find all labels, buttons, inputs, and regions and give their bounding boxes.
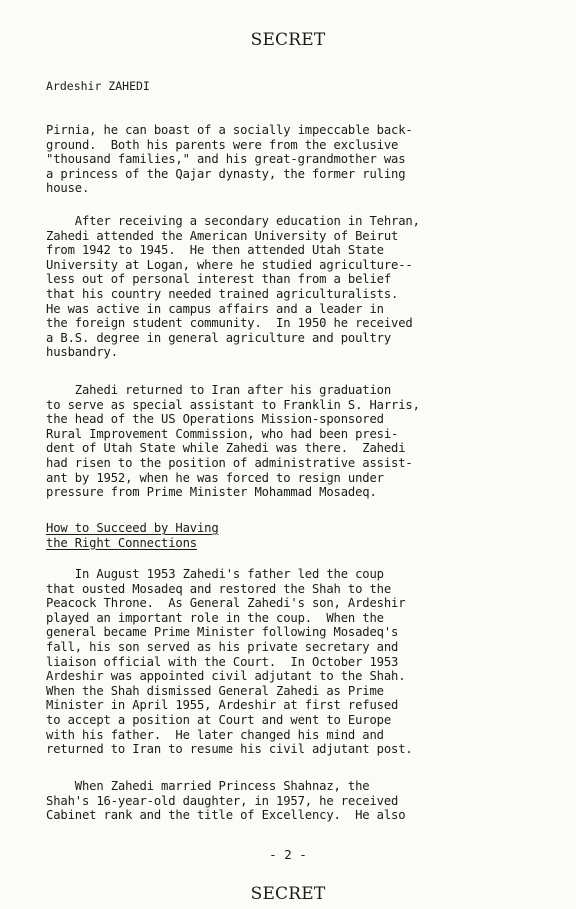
text-line: husbandry. [46, 345, 118, 360]
text-line: "thousand families," and his great-grandmother was [46, 152, 406, 167]
text-line: ant by 1952, when he was forced to resign under [46, 470, 384, 485]
text-line: Pirnia, he can boast of a socially impeccable back- [46, 123, 413, 137]
text-line: liaison official with the Court. In October 1953 [46, 654, 399, 669]
text-line: had risen to the position of administrative assist- [46, 455, 413, 470]
text-line: When Zahedi married Princess Shahnaz, the [46, 779, 370, 793]
text-line: with his father. He later changed his mind and [46, 727, 384, 742]
text-line: After receiving a secondary education in Tehran, [46, 214, 420, 228]
text-line: Minister in April 1955, Ardeshir at first refused [46, 698, 399, 713]
text-line: the foreign student community. In 1950 he received [46, 316, 413, 331]
text-line: ground. Both his parents were from the exclusive [46, 137, 399, 152]
text-line: University at Logan, where he studied agriculture-- [46, 257, 413, 272]
text-line: When the Shah dismissed General Zahedi as Prime [46, 683, 384, 698]
text-line: pressure from Prime Minister Mohammad Mosadeq. [46, 485, 377, 500]
text-line: played an important role in the coup. When the [46, 610, 384, 625]
text-line: a B.S. degree in general agriculture and poultry [46, 330, 391, 345]
classification-bottom: SECRET [250, 884, 326, 904]
text-line: He was active in campus affairs and a leader in [46, 301, 384, 316]
paragraph-4 [46, 567, 413, 757]
text-line: dent of Utah State while Zahedi was there. Zahedi [46, 441, 406, 456]
text-line: Zahedi attended the American University of Beirut [46, 228, 399, 243]
page-number: - 2 - [269, 847, 307, 862]
text-line: less out of personal interest than from a belief [46, 272, 391, 287]
document-subject: Ardeshir ZAHEDI [46, 79, 150, 93]
text-line: to accept a position at Court and went to Europe [46, 712, 391, 727]
text-line: the head of the US Operations Mission-sponsored [46, 412, 384, 427]
text-line: Ardeshir was appointed civil adjutant to the Shah. [46, 669, 406, 684]
text-line: to serve as special assistant to Franklin S. Harris, [46, 397, 420, 412]
text-line: fall, his son served as his private secretary and [46, 639, 399, 654]
text-line: that ousted Mosadeq and restored the Shah to the [46, 581, 391, 596]
section-heading [46, 521, 219, 550]
text-line: Rural Improvement Commission, who had been presi- [46, 426, 399, 441]
text-line: Shah's 16-year-old daughter, in 1957, he received [46, 793, 399, 808]
text-line: Zahedi returned to Iran after his graduation [46, 383, 391, 397]
text-line: from 1942 to 1945. He then attended Utah State [46, 243, 384, 258]
text-line: In August 1953 Zahedi's father led the coup [46, 567, 384, 581]
paragraph-5 [46, 779, 405, 823]
heading-line: the Right Connections [46, 535, 197, 550]
paragraph-2 [46, 214, 420, 360]
text-line: general became Prime Minister following Mosadeq's [46, 625, 399, 640]
text-line: a princess of the Qajar dynasty, the former ruling [46, 166, 406, 181]
heading-line: How to Succeed by Having [46, 521, 219, 535]
text-line: house. [46, 181, 90, 196]
paragraph-1 [46, 123, 413, 196]
text-line: Peacock Throne. As General Zahedi's son, Ardeshir [46, 596, 406, 611]
classification-top: SECRET [250, 30, 326, 50]
text-line: that his country needed trained agriculturalists. [46, 286, 399, 301]
text-line: returned to Iran to resume his civil adjutant post. [46, 742, 413, 757]
paragraph-3 [46, 383, 420, 500]
text-line: Cabinet rank and the title of Excellency. He also [46, 808, 406, 823]
